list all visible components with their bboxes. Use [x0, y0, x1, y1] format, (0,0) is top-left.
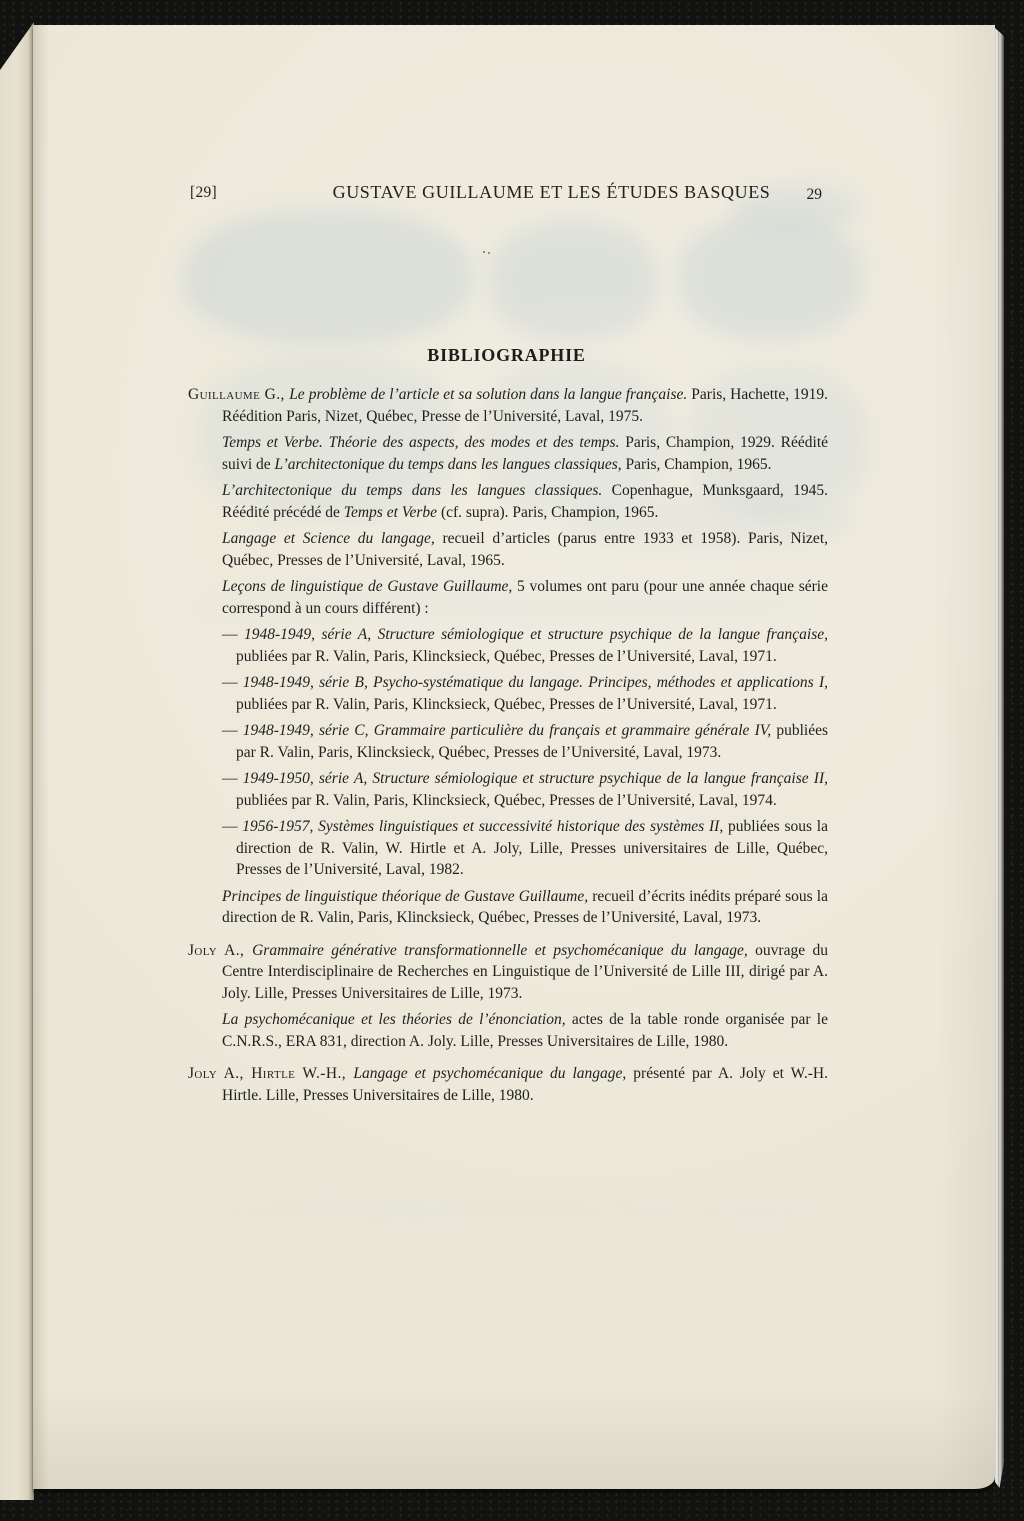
- page-number: 29: [806, 186, 822, 203]
- entry-text-roman: publiées par R. Valin, Paris, Klincksieck, Québec, Presses de l’Université, Laval, 1974.: [236, 791, 777, 809]
- entry-text-italic: Principes de linguistique théorique de Gustave Guillaume,: [222, 887, 589, 905]
- bibliography-entry: [188, 384, 829, 427]
- bibliography-entry: [222, 432, 828, 475]
- show-through-blob: [183, 210, 473, 345]
- entry-text-roman: publiées sous la direction de R. Valin, W. Hirtle et A. Joly, Lille, Presses universitaires de Lille, Québec, Presses de l’Université, Laval, 1982.: [236, 818, 828, 878]
- entry-text-italic: Langage et Science du langage,: [222, 530, 435, 547]
- entry-text-italic: La psychomécanique et les théories de l’énonciation,: [222, 1011, 566, 1028]
- entry-text-roman: recueil d’articles (parus entre 1933 et 1958). Paris, Nizet, Québec, Presses de l’Université, Laval, 1965.: [222, 530, 828, 569]
- running-title: GUSTAVE GUILLAUME ET LES ÉTUDES BASQUES: [332, 182, 771, 202]
- entry-text-italic: 1956-1957, Systèmes linguistiques et successivité historique des systèmes II,: [242, 818, 724, 835]
- bibliography-entry: [222, 528, 828, 571]
- entry-text-italic: Grammaire générative transformationnelle et psychomécanique du langage,: [252, 941, 748, 959]
- section-title: BIBLIOGRAPHIE: [427, 345, 586, 365]
- bracket-page-number: [29]: [190, 184, 218, 201]
- entry-text-roman: —: [222, 818, 243, 835]
- show-through-blob: [678, 215, 863, 340]
- bibliography-entry: [222, 720, 829, 763]
- bibliography-entry: [188, 940, 829, 1005]
- bibliography-entry: [222, 480, 828, 523]
- entry-text-roman: publiées par R. Valin, Paris, Klincksieck, Québec, Presses de l’Université, Laval, 1973.: [236, 722, 829, 761]
- entry-text-italic: Temps et Verbe. Théorie des aspects, des modes et des temps.: [222, 434, 620, 451]
- entry-text-roman: Paris, Hachette, 1919. Réédition Paris, Nizet, Québec, Presse de l’Université, Laval, 1975.: [222, 386, 829, 425]
- bibliography-entry: [222, 816, 828, 881]
- entry-text-roman: —: [222, 674, 243, 691]
- entry-text-roman: ouvrage du Centre Interdisciplinaire de Recherches en Linguistique de l’Université de Lille III, dirigé par A. Joly. Lille, Presses Universitaires de Lille, 1973.: [222, 941, 829, 1002]
- entry-text-roman: Copenhague, Munksgaard, 1945. Réédité précédé de: [222, 482, 828, 521]
- bibliography-entry: [222, 768, 828, 811]
- entry-text-italic: L’architectonique du temps dans les langues classiques.: [222, 482, 603, 499]
- adjacent-page-edge: [0, 22, 34, 1500]
- bibliography-entry: [222, 576, 828, 619]
- entry-text-caps: Joly A., Hirtle W.-H.,: [188, 1065, 354, 1082]
- entry-text-roman: —: [222, 626, 244, 643]
- bibliography: [188, 384, 828, 1111]
- entry-text-italic: 1948-1949, série C, Grammaire particulière du français et grammaire générale IV,: [242, 722, 772, 739]
- entry-text-roman: publiées par R. Valin, Paris, Klincksieck, Québec, Presses de l’Université, Laval, 1971.: [236, 647, 777, 665]
- entry-text-italic: Le problème de l’article et sa solution dans la langue française.: [289, 386, 688, 403]
- bibliography-entry: [188, 1063, 828, 1106]
- page-header: [188, 182, 825, 208]
- entry-text-caps: Guillaume G.,: [188, 386, 290, 403]
- entry-text-italic: 1948-1949, série A, Structure sémiologique et structure psychique de la langue française,: [243, 626, 829, 643]
- entry-text-roman: publiées par R. Valin, Paris, Klincksieck, Québec, Presses de l’Université, Laval, 1971.: [236, 695, 777, 713]
- entry-text-italic: Langage et psychomécanique du langage,: [353, 1065, 627, 1082]
- entry-text-italic: Leçons de linguistique de Gustave Guillaume,: [222, 578, 513, 595]
- entry-text-roman: (cf. supra). Paris, Champion, 1965.: [437, 503, 659, 521]
- entry-text-roman: 5 volumes ont paru (pour une année chaque série correspond à un cours différent) :: [222, 578, 828, 617]
- entry-text-caps: Joly A.,: [188, 941, 253, 959]
- scan-speck: [483, 251, 485, 253]
- show-through-blob: [488, 220, 658, 340]
- entry-text-roman: Paris, Champion, 1965.: [621, 455, 772, 473]
- entry-text-roman: —: [222, 722, 243, 739]
- bibliography-entry: [222, 886, 828, 929]
- page-stack-edge: [995, 28, 1004, 1488]
- entry-text-roman: —: [222, 770, 243, 787]
- entry-text-roman: actes de la table ronde organisée par le C.N.R.S., ERA 831, direction A. Joly. Lille, Presses Universitaires de Lille, 1980.: [222, 1011, 828, 1050]
- entry-text-italic: 1948-1949, série B, Psycho-systématique du langage. Principes, méthodes et applications I,: [242, 674, 828, 691]
- bibliography-entry: [222, 1009, 828, 1052]
- entry-text-roman: Paris, Champion, 1929. Réédité suivi de: [222, 434, 828, 473]
- show-through-blob: [203, 1200, 823, 1220]
- entry-text-roman: présenté par A. Joly et W.-H. Hirtle. Lille, Presses Universitaires de Lille, 1980.: [222, 1065, 828, 1104]
- entry-text-roman: recueil d’écrits inédits préparé sous la direction de R. Valin, Paris, Klincksieck, Québec, Presses de l’Université, Laval, 1973.: [222, 887, 828, 926]
- bibliography-entry: [222, 624, 829, 667]
- book-page: [33, 25, 995, 1489]
- entry-text-italic: 1949-1950, série A, Structure sémiologique et structure psychique de la langue française II,: [242, 770, 828, 787]
- bibliography-entry: [222, 672, 828, 715]
- entry-text-italic: Temps et Verbe: [343, 503, 438, 521]
- entry-text-italic: L’architectonique du temps dans les langues classiques,: [274, 455, 622, 473]
